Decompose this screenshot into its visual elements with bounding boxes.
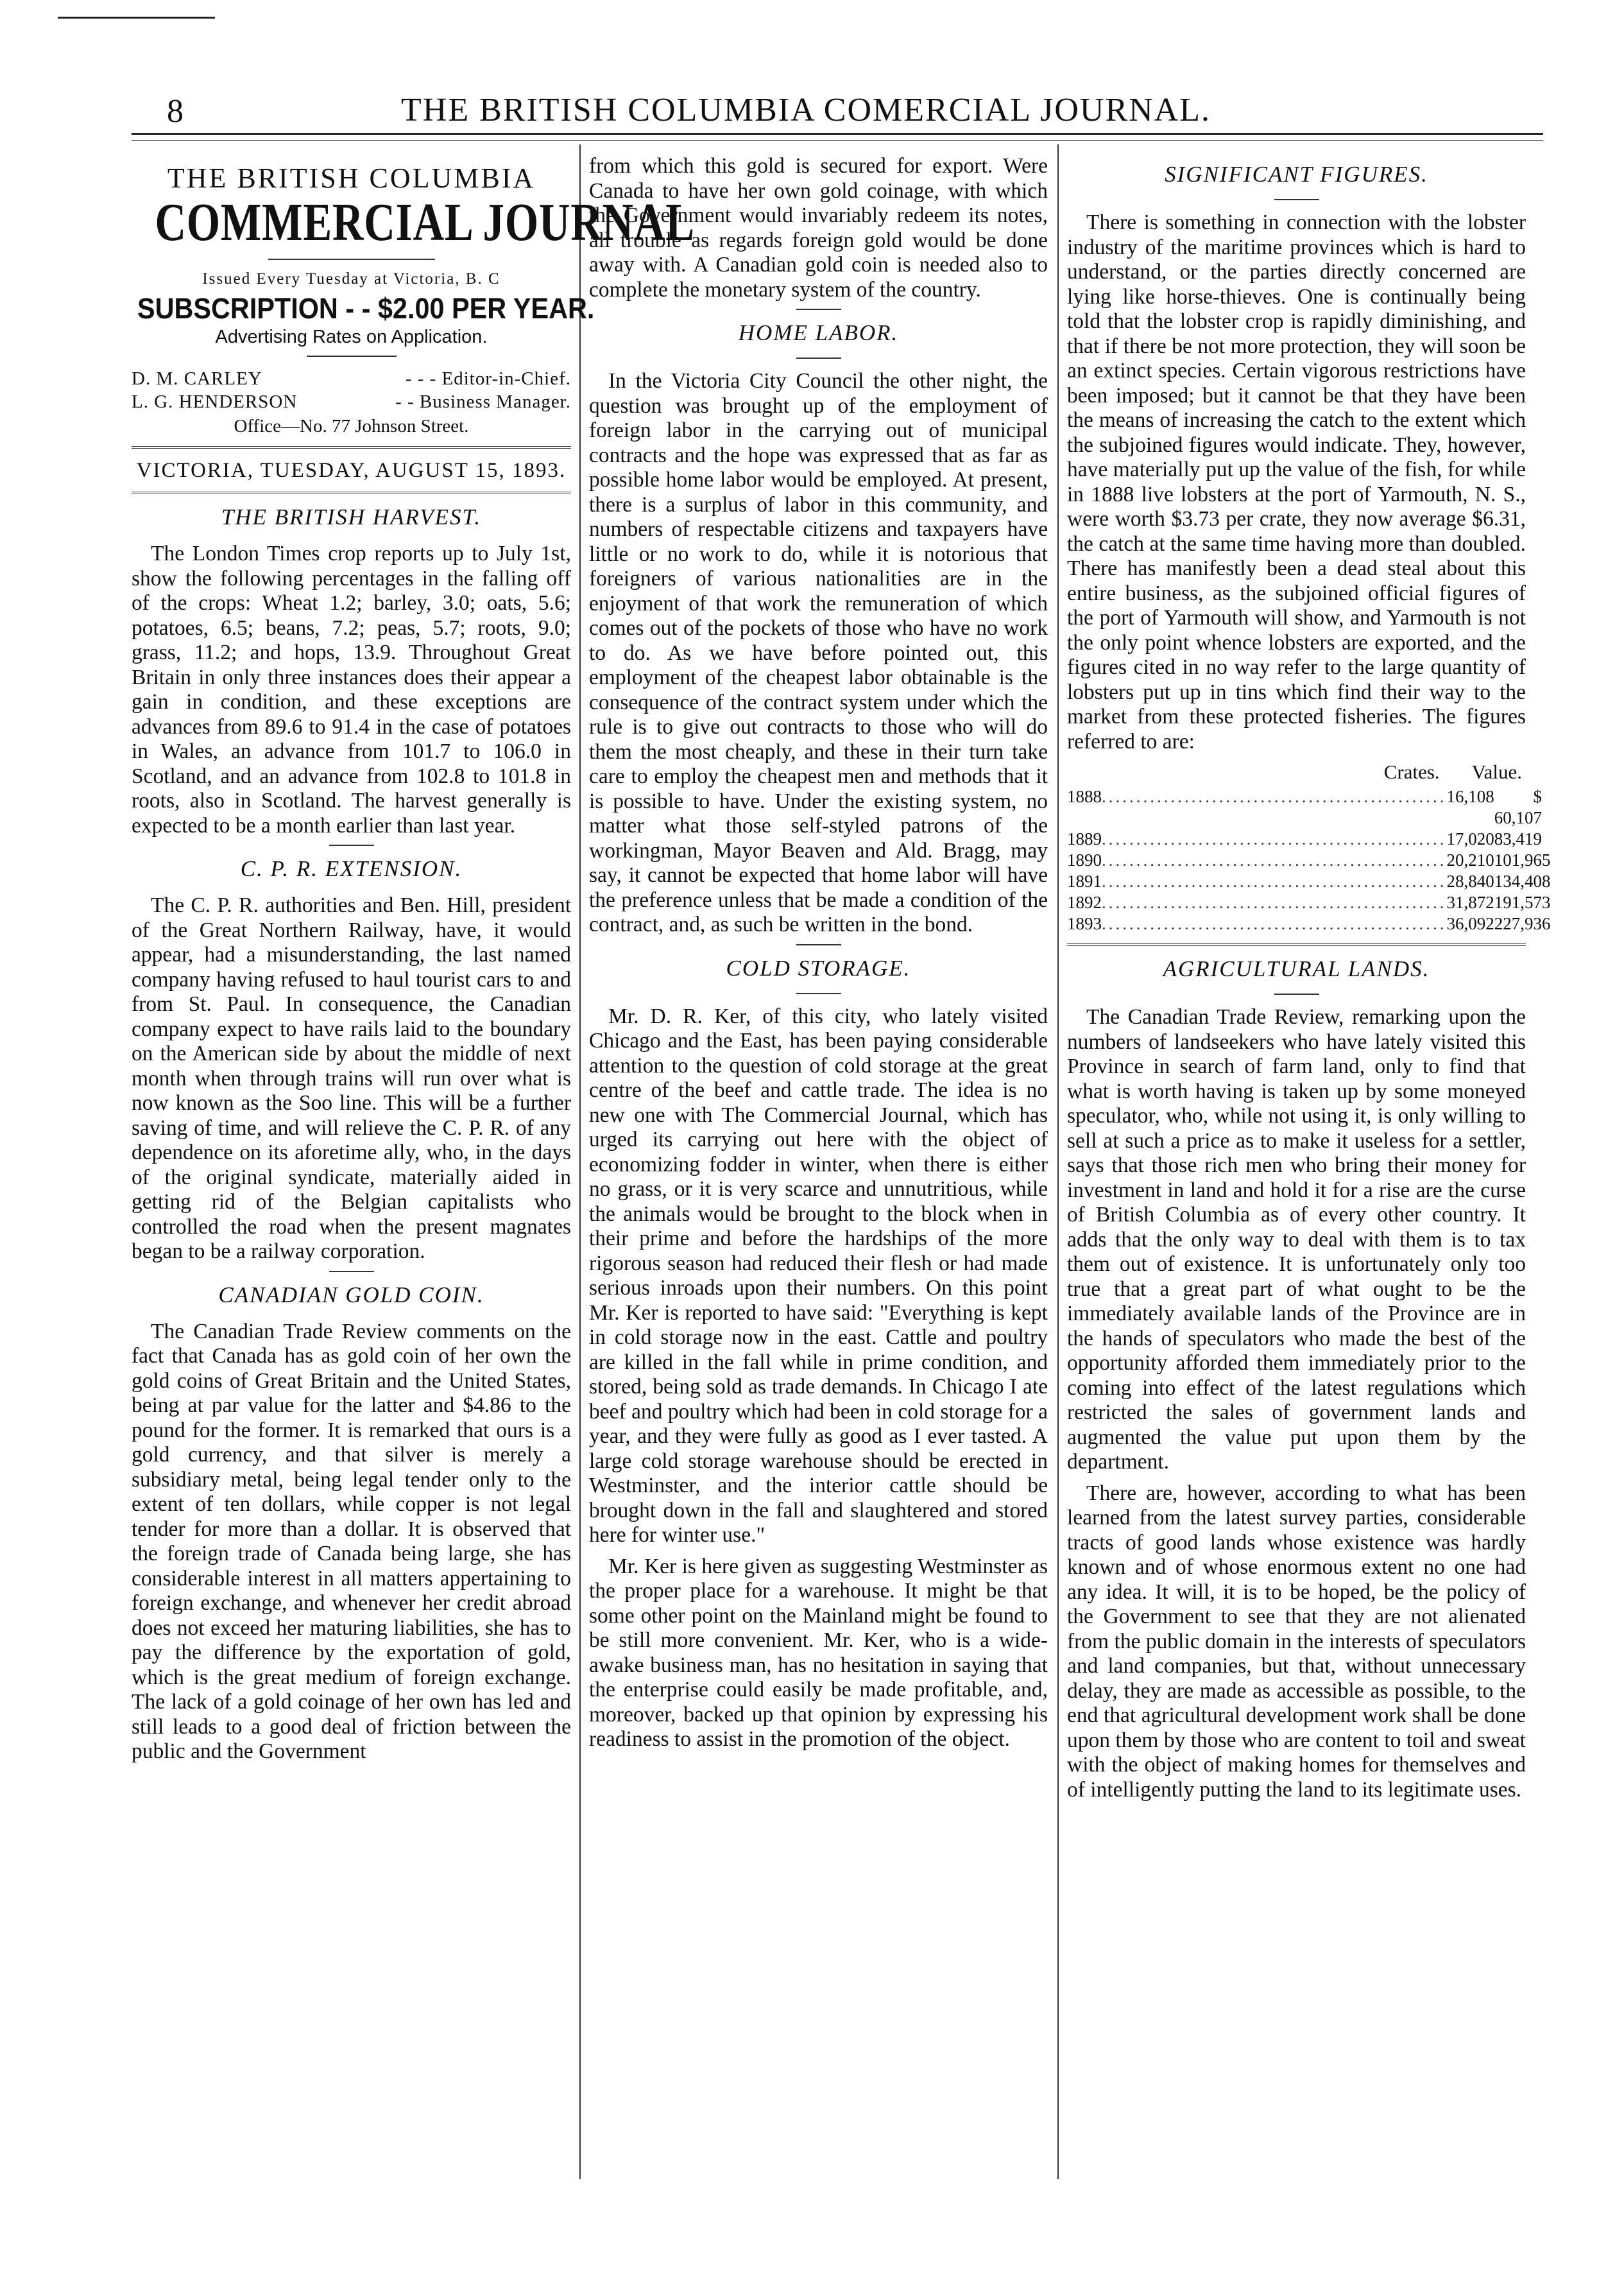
article-british-harvest [132,504,571,838]
masthead-title: COMMERCIAL JOURNAL [155,193,695,252]
article-heading: COLD STORAGE. [726,955,911,981]
table-row [1067,913,1551,935]
subscription-line: SUBSCRIPTION - - $2.00 PER YEAR. [137,292,595,325]
table-header [1067,761,1522,784]
value-cell: 227,936 [1494,914,1551,933]
staff-name: D. M. CARLEY [132,368,262,389]
article-heading: CANADIAN GOLD COIN. [218,1282,484,1307]
office-address: Office—No. 77 Johnson Street. [234,416,469,436]
column-3 [1067,154,1551,2169]
heading-rule [796,993,841,994]
column-1 [132,154,695,2169]
masthead-rule-2 [307,356,397,357]
article-canadian-gold-coin [132,1282,571,1764]
article-paragraph: The Canadian Trade Review, remarking upon the numbers of landseekers who have lately visited this Province in search of farm land, only to find that what is worth having is taken up by some moneyed speculator, who, while not using it, is only willing to sell at such a price as to make it useless for a settler, says that those rich men who bring their money for investment in land and hold it for a rise are the curse of British Columbia as of every other country. It adds that the only way to deal with them is to tax them out of existence. It is unfortunately only too true that a great part of what ought to be the immediately available lands of the Province are in the hands of speculators who made the best of the opportunity afforded them immediately prior to the coming into effect of the latest regulations which restricted the sales of government lands and augmented the value put upon them by the department. [1067,1005,1526,1474]
crates-cell: 16,108 [1446,787,1494,806]
article-continuation: from which this gold is secured for export. Were Canada to have her own gold coinage, with which the Government would invariably redeem its notes, all trouble as regards foreign gold would be done away with. A Canadian gold coin is needed also to complete the monetary system of the country. [589,154,1048,302]
masthead-line1: THE BRITISH COLUMBIA [167,162,536,194]
crates-column-header: Crates. [1383,761,1440,783]
running-title: THE BRITISH COLUMBIA COMERCIAL JOURNAL. [401,92,1211,128]
article-heading: AGRICULTURAL LANDS. [1163,956,1430,981]
header-rule [132,133,1543,135]
year-cell: 1893 [1067,914,1102,933]
article-heading: SIGNIFICANT FIGURES. [1165,162,1428,187]
section-rule [329,845,374,846]
crates-cell: 36,092 [1446,914,1494,933]
dateline: VICTORIA, TUESDAY, AUGUST 15, 1893. [136,459,567,482]
article-significant-figures [1067,162,1551,935]
advertising-line: Advertising Rates on Application. [215,327,488,347]
table-row [1067,892,1551,913]
top-border-rule [58,17,215,19]
crates-cell: 31,872 [1446,893,1494,912]
article-heading: THE BRITISH HARVEST. [221,504,482,530]
article-home-labor [589,320,1048,938]
lobster-figures-table [1067,761,1551,935]
article-paragraph: The Canadian Trade Review comments on the fact that Canada has as gold coin of her own the gold coins of Great Britain and the United States, being at par value for the latter and $4.86 to the pound for the former. It is remarked that ours is a gold currency, and that silver is merely a subsidiary metal, being legal tender only to the extent of ten dollars, while copper is not legal tender for more than a dollar. It is observed that the foreign trade of Canada being large, she has considerable interest in all matters appertaining to foreign exchange, and whenever her credit abroad does not exceed her maturing liabilities, she has to pay the difference by the exportation of gold, which is the great medium of foreign exchange. The lack of a gold coinage of her own has led and still leads to a good deal of friction between the public and the Government [132,1319,571,1763]
article-heading: C. P. R. EXTENSION. [240,856,463,881]
staff-list [132,367,571,413]
masthead-double-rule [132,446,571,449]
year-cell: 1889 [1067,829,1102,849]
article-paragraph: In the Victoria City Council the other night, the question was brought up of the employment of foreign labor in the carrying out of municipal contracts and the hope was expressed that as far as possible home labor would be employed. At present, there is a surplus of labor in this community, and numbers of respectable citizens and taxpayers have little or no work to do, while it is notorious that foreigners of various nationalities are in the enjoyment of that work the remuneration of which comes out of the pockets of those who have no work to do. As we have before pointed out, this employment of the cheapest labor obtainable is the consequence of the contract system under which the rule is to give out contracts to those who will do them the most cheaply, and these in their turn take care to employ the cheapest men and methods that it is possible to have. Under the existing system, no matter what those self-styled patrons of the workingman, Mayor Beaven and Ald. Bragg, may say, it cannot be expected that home labor will have the preference unless that be made a condition of the contract, and, as such be written in the bond. [589,369,1048,936]
table-row [1067,786,1542,829]
issued-line: Issued Every Tuesday at Victoria, B. C [202,270,500,288]
year-cell: 1888 [1067,787,1102,806]
leader-dots: .................................................. [1102,893,1447,912]
masthead [132,162,695,494]
table-row [1067,871,1551,892]
article-paragraph: There is something in connection with the lobster industry of the maritime provinces which is hard to understand, or the parties directly concerned are lying like horse-thieves. One is continually being told that the lobster crop is rapidly diminishing, and that if there be not more protection, they will soon be an extinct species. Certain vigorous restrictions have been imposed; but it cannot be that they have been the means of increasing the catch to the extent which the subjoined figures would indicate. They, however, have materially put up the value of the fish, for while in 1888 live lobsters at the port of Yarmouth, N. S., were worth $3.73 per crate, they now average $6.31, the catch at the same time having more than doubled. There has manifestly been a dead steal about this entire business, as the subjoined official figures of the port of Yarmouth will show, and Yarmouth is not the only point whence lobsters are exported, and the figures cited in no way refer to the large quantity of lobsters put up in tins which find their way to the market from these protected fisheries. The figures referred to are: [1067,211,1526,754]
value-cell: 191,573 [1494,893,1551,912]
staff-role: - - - Editor-in-Chief. [405,368,571,389]
article-agricultural-lands [1067,956,1526,1802]
leader-dots: .................................................. [1102,914,1447,933]
article-heading: HOME LABOR. [738,320,899,345]
article-paragraph: Mr. D. R. Ker, of this city, who lately visited Chicago and the East, has been paying considerable attention to the question of cold storage at the great centre of the beef and cattle trade. The idea is no new one with The Commercial Journal, which has urged its carrying out here with the object of economizing fodder in winter, when there is either no grass, or it is very scarce and unnutritious, while the animals would be brought to the block when in their prime and before the hardships of the more rigorous season had reduced their flesh or had made serious inroads upon their numbers. On this point Mr. Ker is reported to have said: "Everything is kept in cold storage now in the east. Cattle and poultry are killed in the fall while in prime condition, and stored, being sold as trade demands. In Chicago I ate beef and poultry which had been in cold storage for a year, and they were fully as good as I ever tasted. A large cold storage warehouse should be erected in Westminster, and the interior cattle should be brought down in the fall and slaughtered and stored here for winter use." [589,1004,1048,1547]
leader-dots: .................................................. [1102,872,1447,891]
masthead-rule [268,259,435,260]
article-cold-storage [589,956,1048,1752]
year-cell: 1890 [1067,850,1102,870]
value-cell: 134,408 [1494,872,1551,891]
article-paragraph: The C. P. R. authorities and Ben. Hill, president of the Great Northern Railway, have, it would appear, had a misunderstanding, the last named company having refused to haul tourist cars to and from St. Paul. In consequence, the Canadian company expect to have rails laid to the boundary on the American side by about the middle of next month when through trains will run over what is now known as the Soo line. This will be a further saving of time, and will relieve the C. P. R. of any dependence on its aforetime ally, who, in the days of the original syndicate, materially aided in getting rid of the Belgian capitalists who controlled the road when the present magnates began to be a railway corporation. [132,893,571,1263]
page-number: 8 [167,93,184,130]
staff-name: L. G. HENDERSON [132,392,298,412]
section-rule [329,1271,374,1272]
section-rule [796,309,841,310]
column-2 [589,154,1048,2169]
heading-rule [1274,199,1319,200]
leader-dots: .................................................. [1102,829,1447,849]
article-paragraph: There are, however, according to what has been learned from the latest survey parties, considerable tracts of good lands whose existence was hardly known and of whose enormous extent no one had any idea. It will, it is to be hoped, be the policy of the Government to see that they are not alienated from the public domain in the interests of speculators and land companies, but that, without unnecessary delay, they are made as accessible as possible, to the end that agricultural development work shall be done upon them by those who are content to toil and sweat with the object of making homes for themselves and of intelligently putting the land to its legitimate uses. [1067,1481,1526,1802]
table-row [1067,829,1542,850]
column-rule-2 [1057,144,1059,2179]
dateline-double-rule [132,492,571,494]
leader-dots: .................................................. [1102,787,1447,806]
article-paragraph: The London Times crop reports up to July 1st, show the following percentages in the falling off of the crops: Wheat 1.2; barley, 3.0; oats, 5.6; potatoes, 6.5; beans, 7.2; peas, 5.7; roots, 9.0; grass, 11.2; and hops, 13.9. Throughout Great Britain in only three instances does their appear a gain in condition, and these exceptions are advances from 89.6 to 91.4 in the case of potatoes in Wales, an advance from 101.7 to 106.0 in Scotland, and an advance from 102.8 to 101.8 in roots, also in Scotland. The harvest generally is expected to be a month earlier than last year. [132,542,571,838]
crates-cell: 17,020 [1446,829,1494,849]
staff-row [132,390,571,413]
column-rule-1 [579,144,581,2179]
section-rule [796,944,841,945]
table-body [1067,786,1551,935]
value-cell: $ 60,107 [1494,787,1542,827]
value-cell: 101,965 [1494,850,1551,870]
running-head [132,89,1543,146]
crates-cell: 28,840 [1446,872,1494,891]
table-row [1067,850,1551,871]
year-cell: 1891 [1067,872,1102,891]
header-rule-thin [132,140,1543,141]
value-cell: 83,419 [1494,829,1542,849]
value-column-header: Value. [1471,761,1522,783]
staff-role: - - Business Manager. [395,392,571,412]
crates-cell: 20,210 [1446,850,1494,870]
heading-rule [1274,994,1319,995]
leader-dots: .................................................. [1102,850,1447,870]
article-cpr-extension [132,856,571,1264]
year-cell: 1892 [1067,893,1102,912]
section-double-rule [1067,943,1526,946]
heading-rule [796,358,841,359]
article-paragraph: Mr. Ker is here given as suggesting Westminster as the proper place for a warehouse. It might be that some other point on the Mainland might be found to be still more convenient. Mr. Ker, who is a wide-awake business man, has no hesitation in saying that the enterprise could easily be made profitable, and, moreover, backed up that opinion by expressing his readiness to assist in the promotion of the object. [589,1554,1048,1751]
staff-row [132,367,571,390]
